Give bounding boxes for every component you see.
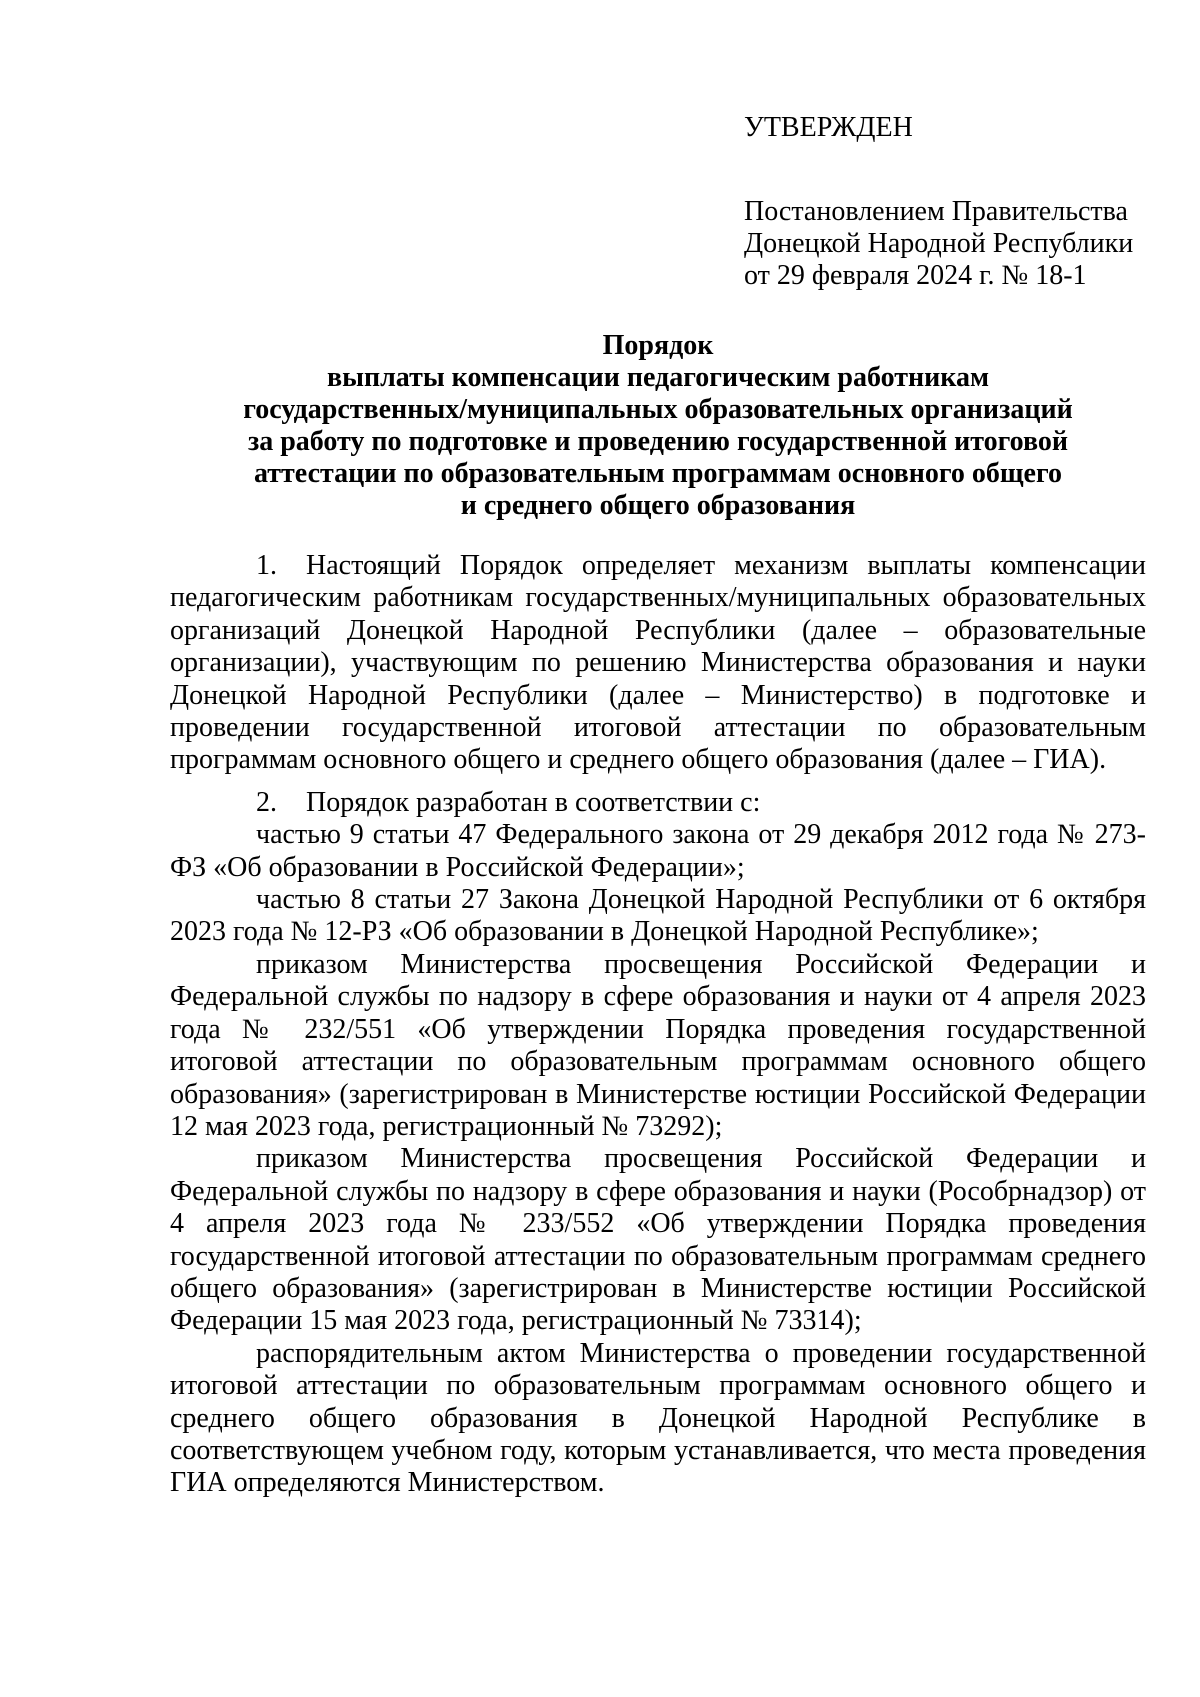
approval-stamp-title: УТВЕРЖДЕН	[744, 112, 913, 143]
title-line: государственных/муниципальных образовательных организаций	[243, 394, 1073, 425]
title-line: за работу по подготовке и проведению государственной итоговой	[247, 426, 1069, 457]
title-line: и среднего общего образования	[460, 490, 856, 521]
legal-basis-item: распорядительным актом Министерства о проведении государственной итоговой аттестации по образовательным программам основного общего и среднего общего образования в Донецкой Народной Республике в соответствующем учебном году, которым устанавливается, что места проведения ГИА определяются Министерством.	[170, 1337, 1146, 1499]
title-line: Порядок	[602, 330, 714, 361]
title-line: выплаты компенсации педагогическим работникам	[326, 362, 990, 393]
legal-basis-item: частью 8 статьи 27 Закона Донецкой Народной Республики от 6 октября 2023 года № 12-РЗ «Об образовании в Донецкой Народной Республике»;	[170, 884, 1146, 948]
legal-basis-item: приказом Министерства просвещения Российской Федерации и Федеральной службы по надзору в сфере образования и науки от 4 апреля 2023 года № 232/551 «Об утверждении Порядка проведения государственной итоговой аттестации по образовательным программам основного общего образования» (зарегистрирован в Министерстве юстиции Российской Федерации 12 мая 2023 года, регистрационный № 73292);	[170, 948, 1146, 1142]
legal-basis-item: приказом Министерства просвещения Российской Федерации и Федеральной службы по надзору в сфере образования и науки (Рособрнадзор) от 4 апреля 2023 года № 233/552 «Об утверждении Порядка проведения государственной итоговой аттестации по образовательным программам среднего общего образования» (зарегистрирован в Министерстве юстиции Российской Федерации 15 мая 2023 года, регистрационный № 73314);	[170, 1143, 1146, 1337]
title-line: аттестации по образовательным программам основного общего	[254, 458, 1062, 489]
document-title	[170, 330, 1146, 522]
paragraph-1	[170, 550, 1146, 777]
paragraph-number: 2.	[256, 786, 277, 818]
approval-line: от 29 февраля 2024 г. № 18-1	[744, 260, 1087, 291]
approval-block	[744, 112, 1164, 292]
document-body	[170, 550, 1146, 1500]
paragraph-2	[170, 787, 1146, 819]
paragraph-text: Настоящий Порядок определяет механизм выплаты компенсации педагогическим работникам государственных/муниципальных образовательных организаций Донецкой Народной Республики (далее – образовательные организации), участвующим по решению Министерства образования и науки Донецкой Народной Республики (далее – Министерство) в подготовке и проведении государственной итоговой аттестации по образовательным программам основного общего и среднего общего образования (далее – ГИА).	[170, 550, 1146, 776]
approval-line: Донецкой Народной Республики	[744, 228, 1134, 259]
paragraph-text: Порядок разработан в соответствии с:	[306, 786, 761, 818]
legal-basis-item: частью 9 статьи 47 Федерального закона от 29 декабря 2012 года № 273-ФЗ «Об образовании в Российской Федерации»;	[170, 819, 1146, 883]
paragraph-number: 1.	[256, 550, 277, 581]
approval-line: Постановлением Правительства	[744, 196, 1128, 227]
